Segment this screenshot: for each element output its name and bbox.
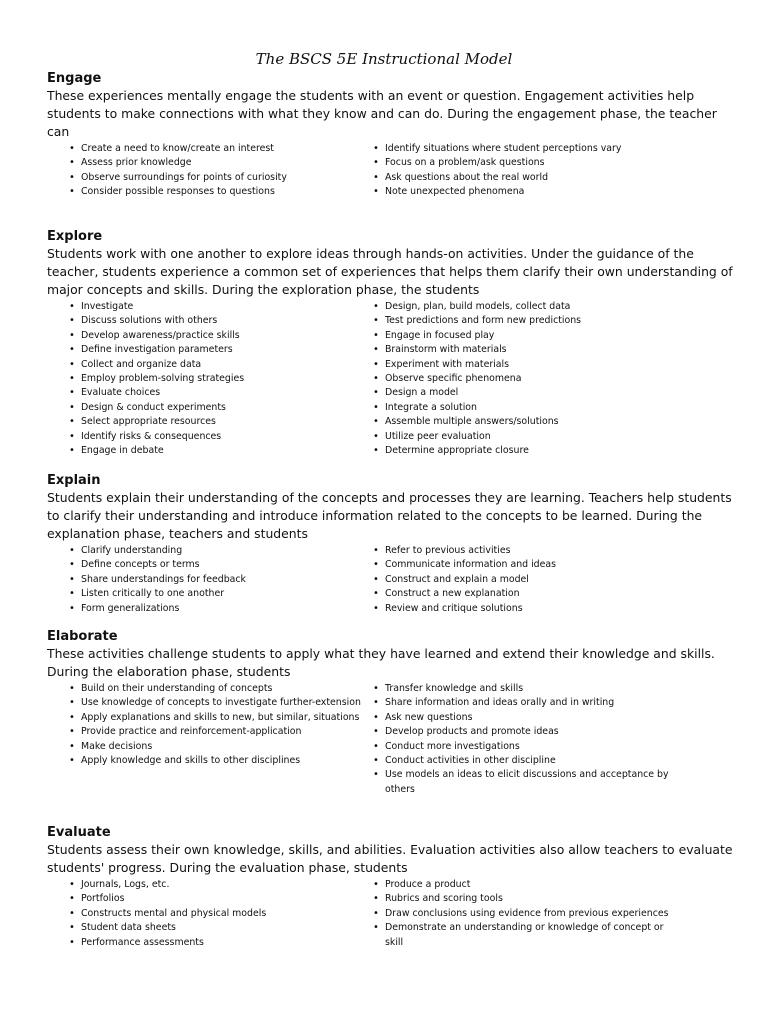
- list-item: • Review and critique solutions: [373, 602, 675, 616]
- section-description: Students assess their own knowledge, skills, and abilities. Evaluation activities also allow teachers to evaluate students' progress. During the evaluation phase, students: [47, 842, 733, 875]
- section-explain: [47, 472, 737, 616]
- bullet-list-left: [47, 300, 373, 458]
- list-item: • Clarify understanding: [69, 544, 373, 558]
- list-item: • Ask questions about the real world: [373, 171, 675, 185]
- list-item: • Engage in focused play: [373, 329, 675, 343]
- list-item: • Portfolios: [69, 892, 373, 906]
- list-item: • Constructs mental and physical models: [69, 907, 373, 921]
- list-item: • Focus on a problem/ask questions: [373, 156, 675, 170]
- list-item: • Student data sheets: [69, 921, 373, 935]
- list-item: • Ask new questions: [373, 711, 675, 725]
- bullet-columns: [47, 544, 737, 616]
- section-description: These activities challenge students to apply what they have learned and extend their knowledge and skills. During the elaboration phase, students: [47, 646, 715, 679]
- bullet-list-left: [47, 142, 373, 200]
- bullet-list-right: [373, 878, 675, 950]
- list-item: • Use models an ideas to elicit discussions and acceptance by others: [373, 768, 675, 797]
- list-item: • Define concepts or terms: [69, 558, 373, 572]
- list-item: • Select appropriate resources: [69, 415, 373, 429]
- list-item: • Design a model: [373, 386, 675, 400]
- list-item: • Employ problem-solving strategies: [69, 372, 373, 386]
- section-heading: Explain: [47, 473, 101, 488]
- list-item: • Engage in debate: [69, 444, 373, 458]
- bullet-columns: [47, 142, 737, 200]
- list-item: • Rubrics and scoring tools: [373, 892, 675, 906]
- list-item: • Provide practice and reinforcement-application: [69, 725, 373, 739]
- section-description: These experiences mentally engage the students with an event or question. Engagement activities help students to make connections with what they know and can do. During the engagement phase, the teacher can: [47, 88, 717, 139]
- list-item: • Produce a product: [373, 878, 675, 892]
- bullet-columns: [47, 300, 737, 458]
- list-item: • Observe surroundings for points of curiosity: [69, 171, 373, 185]
- list-item: • Assemble multiple answers/solutions: [373, 415, 675, 429]
- list-item: • Share understandings for feedback: [69, 573, 373, 587]
- list-item: • Design & conduct experiments: [69, 401, 373, 415]
- section-heading: Explore: [47, 229, 103, 244]
- section-heading: Engage: [47, 71, 102, 86]
- section-description: Students work with one another to explore ideas through hands-on activities. Under the guidance of the teacher, students experience a common set of experiences that helps them clarify their own understanding of major concepts and skills. During the exploration phase, the students: [47, 246, 733, 297]
- list-item: • Journals, Logs, etc.: [69, 878, 373, 892]
- bullet-list-left: [47, 878, 373, 950]
- list-item: • Use knowledge of concepts to investigate further-extension: [69, 696, 373, 710]
- list-item: • Apply explanations and skills to new, but similar, situations: [69, 711, 373, 725]
- list-item: • Brainstorm with materials: [373, 343, 675, 357]
- list-item: • Form generalizations: [69, 602, 373, 616]
- list-item: • Share information and ideas orally and in writing: [373, 696, 675, 710]
- section-explore: [47, 228, 737, 458]
- list-item: • Develop products and promote ideas: [373, 725, 675, 739]
- list-item: • Build on their understanding of concepts: [69, 682, 373, 696]
- list-item: • Construct and explain a model: [373, 573, 675, 587]
- list-item: • Performance assessments: [69, 936, 373, 950]
- bullet-list-right: [373, 142, 675, 200]
- list-item: • Conduct activities in other discipline: [373, 754, 675, 768]
- list-item: • Listen critically to one another: [69, 587, 373, 601]
- bullet-list-right: [373, 682, 675, 797]
- list-item: • Investigate: [69, 300, 373, 314]
- section-evaluate: [47, 824, 737, 950]
- page-title: The BSCS 5E Instructional Model: [255, 50, 513, 68]
- bullet-list-right: [373, 300, 675, 458]
- section-elaborate: [47, 628, 737, 797]
- list-item: • Determine appropriate closure: [373, 444, 675, 458]
- list-item: • Create a need to know/create an interest: [69, 142, 373, 156]
- list-item: • Draw conclusions using evidence from previous experiences: [373, 907, 675, 921]
- list-item: • Design, plan, build models, collect data: [373, 300, 675, 314]
- list-item: • Communicate information and ideas: [373, 558, 675, 572]
- list-item: • Demonstrate an understanding or knowledge of concept or skill: [373, 921, 675, 950]
- list-item: • Define investigation parameters: [69, 343, 373, 357]
- list-item: • Discuss solutions with others: [69, 314, 373, 328]
- list-item: • Collect and organize data: [69, 358, 373, 372]
- section-description: Students explain their understanding of the concepts and processes they are learning. Teachers help students to clarify their understanding and introduce information related to the concepts to be learned. During the explanation phase, teachers and students: [47, 490, 732, 541]
- list-item: • Integrate a solution: [373, 401, 675, 415]
- list-item: • Apply knowledge and skills to other disciplines: [69, 754, 373, 768]
- bullet-columns: [47, 682, 737, 797]
- list-item: • Identify risks & consequences: [69, 430, 373, 444]
- list-item: • Transfer knowledge and skills: [373, 682, 675, 696]
- bullet-columns: [47, 878, 737, 950]
- bullet-list-right: [373, 544, 675, 616]
- bullet-list-left: [47, 682, 373, 797]
- list-item: • Conduct more investigations: [373, 740, 675, 754]
- list-item: • Refer to previous activities: [373, 544, 675, 558]
- section-engage: [47, 70, 737, 200]
- list-item: • Construct a new explanation: [373, 587, 675, 601]
- list-item: • Consider possible responses to questions: [69, 185, 373, 199]
- list-item: • Evaluate choices: [69, 386, 373, 400]
- list-item: • Utilize peer evaluation: [373, 430, 675, 444]
- list-item: • Observe specific phenomena: [373, 372, 675, 386]
- section-heading: Evaluate: [47, 825, 111, 840]
- list-item: • Experiment with materials: [373, 358, 675, 372]
- list-item: • Make decisions: [69, 740, 373, 754]
- list-item: • Identify situations where student perceptions vary: [373, 142, 675, 156]
- list-item: • Assess prior knowledge: [69, 156, 373, 170]
- list-item: • Test predictions and form new predictions: [373, 314, 675, 328]
- list-item: • Note unexpected phenomena: [373, 185, 675, 199]
- list-item: • Develop awareness/practice skills: [69, 329, 373, 343]
- section-heading: Elaborate: [47, 629, 118, 644]
- bullet-list-left: [47, 544, 373, 616]
